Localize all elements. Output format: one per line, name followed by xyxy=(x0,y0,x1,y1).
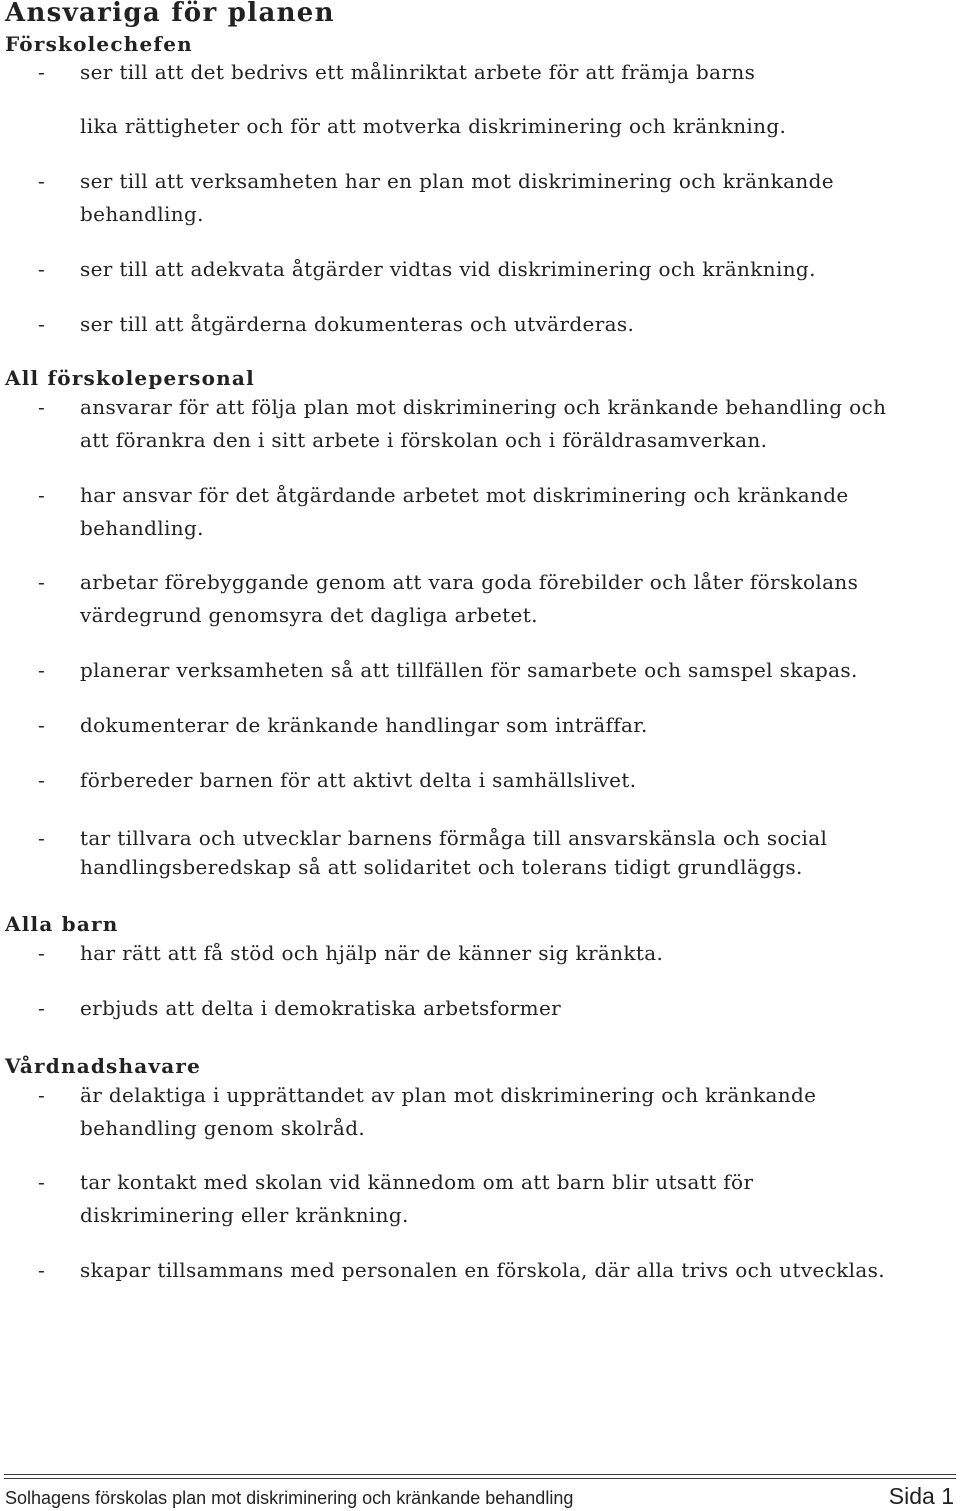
list-item-line: lika rättigheter och för att motverka diskriminering och kränkning. xyxy=(80,114,787,138)
list-item-line: behandling genom skolråd. xyxy=(80,1116,366,1140)
list-item-line: ser till att det bedrivs ett målinriktat arbete för att främja barns xyxy=(80,60,756,84)
bullet-dash: - xyxy=(38,1083,45,1107)
section-heading-forskolechefen: Förskolechefen xyxy=(5,32,193,56)
list-item-line: tar tillvara och utvecklar barnens förmåga till ansvarskänsla och social xyxy=(80,826,828,850)
bullet-dash: - xyxy=(38,713,45,737)
list-item-line: behandling. xyxy=(80,202,204,226)
list-item-line: tar kontakt med skolan vid kännedom om att barn blir utsatt för xyxy=(80,1170,754,1194)
list-item-line: behandling. xyxy=(80,516,204,540)
bullet-dash: - xyxy=(38,826,45,850)
list-item-line: ansvarar för att följa plan mot diskriminering och kränkande behandling och xyxy=(80,395,887,419)
bullet-dash: - xyxy=(38,257,45,281)
bullet-dash: - xyxy=(38,768,45,792)
list-item-line: arbetar förebyggande genom att vara goda förebilder och låter förskolans xyxy=(80,570,859,594)
section-heading-vardnadshavare: Vårdnadshavare xyxy=(5,1054,202,1078)
list-item-line: handlingsberedskap så att solidaritet och tolerans tidigt grundläggs. xyxy=(80,855,803,879)
list-item-line: ser till att adekvata åtgärder vidtas vid diskriminering och kränkning. xyxy=(80,257,816,281)
list-item-line: värdegrund genomsyra det dagliga arbetet. xyxy=(80,603,538,627)
list-item-line: att förankra den i sitt arbete i förskolan och i föräldrasamverkan. xyxy=(80,428,768,452)
list-item-line: skapar tillsammans med personalen en förskola, där alla trivs och utvecklas. xyxy=(80,1258,885,1282)
list-item-line: dokumenterar de kränkande handlingar som inträffar. xyxy=(80,713,648,737)
bullet-dash: - xyxy=(38,1258,45,1282)
bullet-dash: - xyxy=(38,941,45,965)
footer-page-number: Sida 1 xyxy=(888,1483,954,1509)
bullet-dash: - xyxy=(38,395,45,419)
list-item-line: planerar verksamheten så att tillfällen för samarbete och samspel skapas. xyxy=(80,658,858,682)
list-item-line: förbereder barnen för att aktivt delta i samhällslivet. xyxy=(80,768,637,792)
bullet-dash: - xyxy=(38,996,45,1020)
bullet-dash: - xyxy=(38,60,45,84)
bullet-dash: - xyxy=(38,312,45,336)
bullet-dash: - xyxy=(38,169,45,193)
bullet-dash: - xyxy=(38,570,45,594)
list-item-line: har rätt att få stöd och hjälp när de känner sig kränkta. xyxy=(80,941,664,965)
list-item-line: har ansvar för det åtgärdande arbetet mot diskriminering och kränkande xyxy=(80,483,849,507)
footer-rule xyxy=(4,1478,956,1479)
list-item-line: är delaktiga i upprättandet av plan mot diskriminering och kränkande xyxy=(80,1083,817,1107)
bullet-dash: - xyxy=(38,483,45,507)
list-item-line: erbjuds att delta i demokratiska arbetsformer xyxy=(80,996,562,1020)
page-title: Ansvariga för planen xyxy=(5,0,335,28)
list-item-line: ser till att åtgärderna dokumenteras och utvärderas. xyxy=(80,312,635,336)
footer-rule xyxy=(4,1474,956,1475)
list-item-line: ser till att verksamheten har en plan mot diskriminering och kränkande xyxy=(80,169,834,193)
bullet-dash: - xyxy=(38,658,45,682)
list-item-line: diskriminering eller kränkning. xyxy=(80,1203,409,1227)
section-heading-alla-barn: Alla barn xyxy=(5,912,119,936)
bullet-dash: - xyxy=(38,1170,45,1194)
section-heading-all-forskolepersonal: All förskolepersonal xyxy=(5,366,255,390)
footer-document-title: Solhagens förskolas plan mot diskriminering och kränkande behandling xyxy=(5,1488,574,1508)
